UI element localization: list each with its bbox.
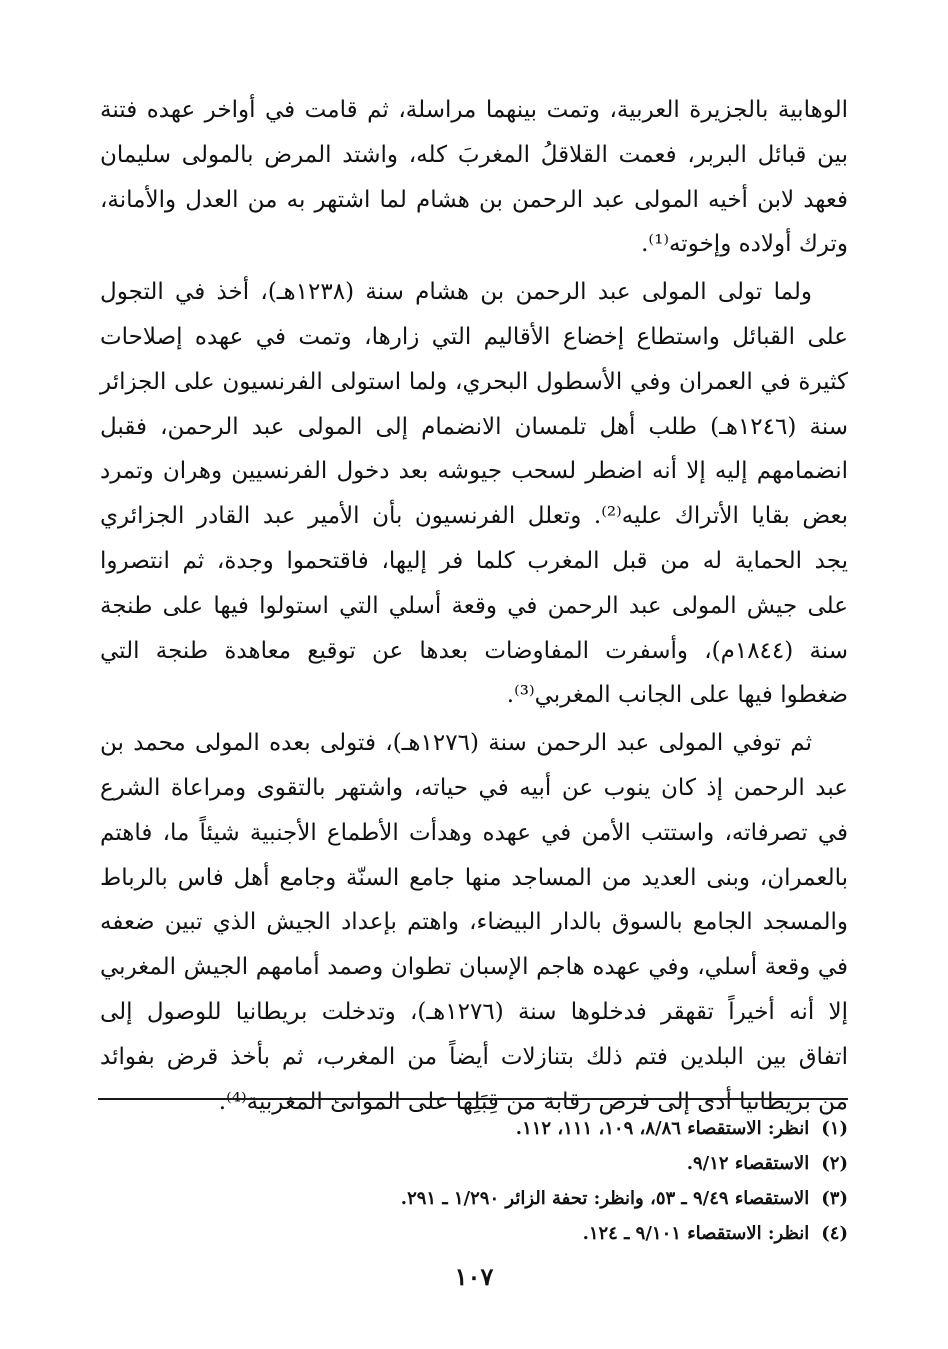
text-line: انضمامهم إليه إلا أنه اضطر لسحب جيوشه بعد دخول الفرنسيين وهران وتمرد xyxy=(100,458,848,485)
text-line: يجد الحماية له من قبل المغرب كلما فر إليها، فاقتحموا وجدة، ثم انتصروا xyxy=(100,547,848,574)
text-line: في تصرفاته، واستتب الأمن في عهده وهدأت الأطماع الأجنبية شيئاً ما، فاهتم xyxy=(100,819,848,846)
footnote-number: (١) xyxy=(821,1118,848,1139)
text-line: والمسجد الجامع بالسوق بالدار البيضاء، واهتم بإعداد الجيش الذي تبين ضعفه xyxy=(100,909,848,936)
text-line: إلا أنه أخيراً تقهقر فدخلوها سنة (١٢٧٦هـ)، وتدخلت بريطانيا للوصول إلى xyxy=(100,998,849,1025)
text-line: على القبائل واستطاع إخضاع الأقاليم التي زارها، وتمت في عهده إصلاحات xyxy=(100,323,848,350)
text-line: ثم توفي المولى عبد الرحمن سنة (١٢٧٦هـ)، فتولى بعده المولى محمد بن xyxy=(100,730,812,757)
text-line: وترك أولاده وإخوته⁽¹⁾. xyxy=(641,231,848,258)
text-line: الوهابية بالجزيرة العربية، وتمت بينهما مراسلة، ثم قامت في أواخر عهده فتنة xyxy=(100,97,848,123)
text-line: في وقعة أسلي، وفي عهده هاجم الإسبان تطوان وصمد أمامهم الجيش المغربي xyxy=(100,954,848,981)
footnote-divider xyxy=(98,1098,848,1100)
text-line: على جيش المولى عبد الرحمن في وقعة أسلي التي استولوا فيها على طنجة xyxy=(100,592,848,619)
page-number: ١٠٧ xyxy=(454,1262,494,1291)
text-line: اتفاق بين البلدين فتم ذلك بتنازلات أيضاً من المغرب، ثم بأخذ قرض بفوائد xyxy=(100,1043,848,1070)
footnote-number: (٤) xyxy=(821,1223,848,1244)
text-line: بعض بقايا الأتراك عليه⁽²⁾. وتعلل الفرنسيون بأن الأمير عبد القادر الجزائري xyxy=(100,503,849,530)
paragraph-3 xyxy=(100,721,848,1124)
text-line: من بريطانيا أدى إلى فرض رقابة من قِبَلِها على الموانئ المغربية⁽⁴⁾. xyxy=(218,1088,848,1115)
text-line: ضغطوا فيها على الجانب المغربي⁽³⁾. xyxy=(506,682,848,709)
text-line: بالعمران، وبنى العديد من المساجد منها جامع السنّة وجامع أهل فاس بالرباط xyxy=(100,864,848,891)
text-line: بين قبائل البربر، فعمت القلاقلُ المغربَ كله، واشتد المرض بالمولى سليمان xyxy=(100,141,848,168)
footnote-3 xyxy=(100,1181,848,1216)
text-line: عبد الرحمن إذ كان ينوب عن أبيه في حياته، واشتهر بالتقوى ومراعاة الشرع xyxy=(100,774,848,801)
footnote-4 xyxy=(100,1216,848,1251)
footnote-text: الاستقصاء ٩/١٢. xyxy=(686,1153,810,1174)
text-line: سنة (١٨٤٤م)، وأسفرت المفاوضات بعدها عن توقيع معاهدة طنجة التي xyxy=(100,637,849,664)
main-text xyxy=(100,88,848,1124)
footnote-text: انظر: الاستقصاء ٨/٨٦، ١٠٩، ١١١، ١١٢. xyxy=(515,1118,810,1139)
footnote-text: انظر: الاستقصاء ٩/١٠١ ـ ١٢٤. xyxy=(582,1223,810,1244)
footnote-number: (٣) xyxy=(821,1188,848,1209)
text-line: ولما تولى المولى عبد الرحمن بن هشام سنة (١٢٣٨هـ)، أخذ في التجول xyxy=(100,279,812,306)
footnote-text: الاستقصاء ٩/٤٩ ـ ٥٣، وانظر: تحفة الزائر ١/٢٩٠ ـ ٢٩١. xyxy=(400,1188,810,1209)
text-line: فعهد لابن أخيه المولى عبد الرحمن بن هشام لما اشتهر به من العدل والأمانة، xyxy=(100,186,848,213)
paragraph-1 xyxy=(100,88,848,267)
text-line: سنة (١٢٤٦هـ) طلب أهل تلمسان الانضمام إلى المولى عبد الرحمن، فقبل xyxy=(100,413,848,440)
text-line: كثيرة في العمران وفي الأسطول البحري، ولما استولى الفرنسيون على الجزائر xyxy=(100,368,848,395)
footnotes xyxy=(100,1111,848,1251)
footnote-number: (٢) xyxy=(821,1153,848,1174)
paragraph-2 xyxy=(100,270,848,718)
footnote-1 xyxy=(100,1111,848,1146)
footnote-2 xyxy=(100,1146,848,1181)
